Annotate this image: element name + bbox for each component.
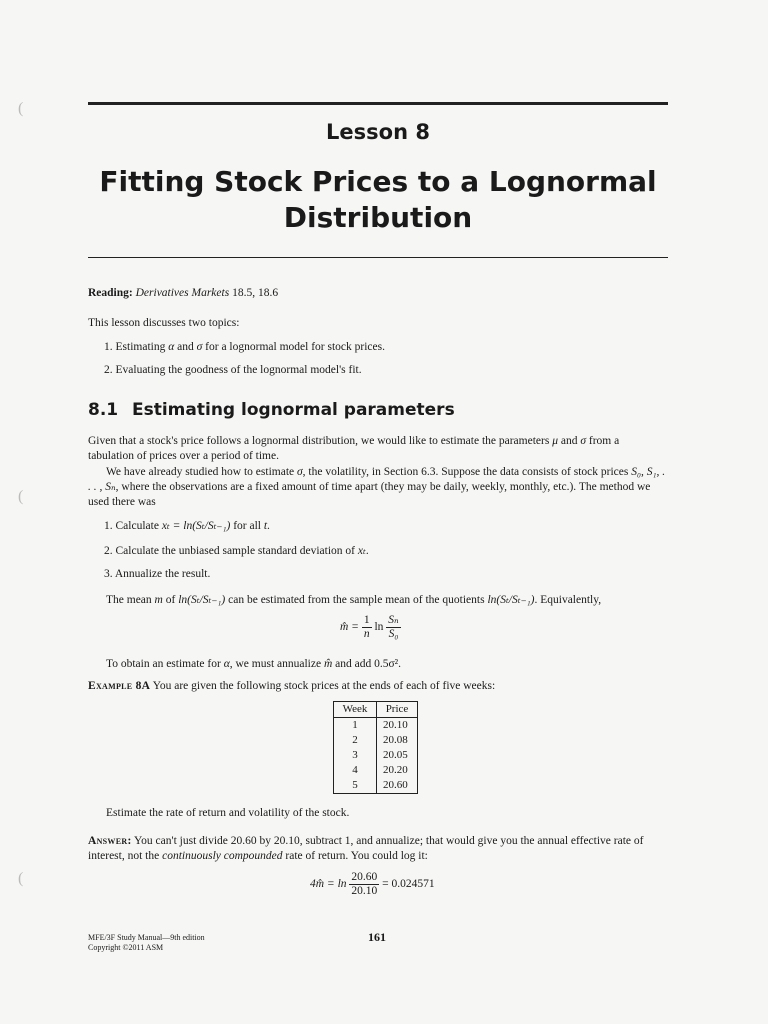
table-row	[334, 778, 418, 794]
price-cell: 20.60	[377, 778, 418, 794]
week-cell: 1	[334, 718, 377, 734]
fraction: $\frac{\text{Sₙ}}{\text{S₀}}$	[388, 614, 399, 640]
example-question: Estimate the rate of return and volatility of the stock.	[106, 807, 350, 819]
answer-paragraph: Answer: You can't just divide 20.60 by 20.10, subtract 1, and annualize; that would give you the annual effective rate of interest, not the continuously compounded rate of return. You could log it:	[88, 835, 644, 862]
price-cell: 20.05	[377, 748, 418, 763]
lesson-title-line: Fitting Stock Prices to a Lognormal	[99, 165, 657, 198]
answer-label: Answer:	[88, 835, 132, 847]
column-header-week: Week	[334, 702, 377, 718]
week-cell: 4	[334, 763, 377, 778]
topic-item: 1. Estimating α and σ for a lognormal model for stock prices.	[104, 341, 385, 353]
footer-edition: MFE/3F Study Manual—9th edition	[88, 933, 205, 942]
page-number: 161	[368, 930, 386, 944]
example-label: Example 8A	[88, 680, 151, 692]
step-item: 3. Annualize the result.	[104, 568, 211, 580]
title-bottom-rule	[88, 257, 668, 258]
column-header-price: Price	[377, 702, 418, 718]
week-cell: 3	[334, 748, 377, 763]
scan-margin-mark: (	[18, 100, 24, 117]
step-item: 2. Calculate the unbiased sample standard deviation of xₜ.	[104, 545, 369, 557]
footer-copyright: Copyright ©2011 ASM	[88, 943, 164, 952]
lesson-title-line: Distribution	[283, 201, 473, 234]
reading-book: Derivatives Markets	[135, 287, 230, 299]
week-cell: 2	[334, 733, 377, 748]
table-row	[334, 718, 418, 734]
reading-label: Reading:	[88, 287, 133, 299]
top-rule	[88, 102, 668, 105]
fraction: $\frac{20.60}{20.10}$	[351, 871, 378, 897]
reading-line	[88, 286, 668, 301]
lesson-title	[88, 164, 668, 236]
table-header-row	[334, 702, 418, 718]
paragraph: The mean m of ln(Sₜ/Sₜ₋₁) can be estimated from the sample mean of the quotients ln(Sₜ/Sₜ₋₁). Equivalently,	[106, 594, 602, 606]
formula-m-hat: m̂ = $\frac{1}{n}$ ln $\frac{\text{Sₙ}}{\text{S₀}}$	[340, 614, 399, 640]
table-row	[334, 763, 418, 778]
example-heading	[88, 679, 668, 694]
step-item: 1. Calculate xₜ = ln(Sₜ/Sₜ₋₁) for all t.	[104, 520, 270, 532]
lesson-label: Lesson 8	[326, 120, 430, 144]
week-cell: 5	[334, 778, 377, 794]
topic-item: 2. Evaluating the goodness of the lognormal model's fit.	[104, 364, 362, 376]
scan-margin-mark: (	[18, 870, 24, 887]
scan-margin-mark: (	[18, 488, 24, 505]
section-title: Estimating lognormal parameters	[132, 400, 455, 420]
formula-annualized: 4m̂ = ln $\frac{20.60}{20.10}$ = 0.024571	[310, 871, 435, 897]
table-row	[334, 733, 418, 748]
example-text: You are given the following stock prices at the ends of each of five weeks:	[152, 680, 496, 692]
price-cell: 20.08	[377, 733, 418, 748]
paragraph: Given that a stock's price follows a lognormal distribution, we would like to estimate the parameters μ and σ from a tabulation of prices over a period of time.	[88, 435, 620, 462]
stock-price-table	[333, 701, 418, 794]
fraction: $\frac{1}{n}$	[363, 614, 370, 640]
table-row	[334, 748, 418, 763]
intro-paragraph: This lesson discusses two topics:	[88, 317, 240, 329]
section-heading	[88, 400, 455, 420]
price-cell: 20.20	[377, 763, 418, 778]
footer-credits	[88, 933, 205, 953]
price-cell: 20.10	[377, 718, 418, 734]
section-number: 8.1	[88, 400, 119, 420]
reading-sections: 18.5, 18.6	[232, 287, 279, 299]
paragraph: To obtain an estimate for α, we must annualize m̂ and add 0.5σ².	[106, 658, 401, 670]
paragraph: We have already studied how to estimate σ, the volatility, in Section 6.3. Suppose the data consists of stock prices S₀, S₁, . . . , Sₙ, where the observations are a fixed amount of time apart (they may be daily, weekly, monthly, etc.). The method we used there was	[88, 466, 666, 508]
